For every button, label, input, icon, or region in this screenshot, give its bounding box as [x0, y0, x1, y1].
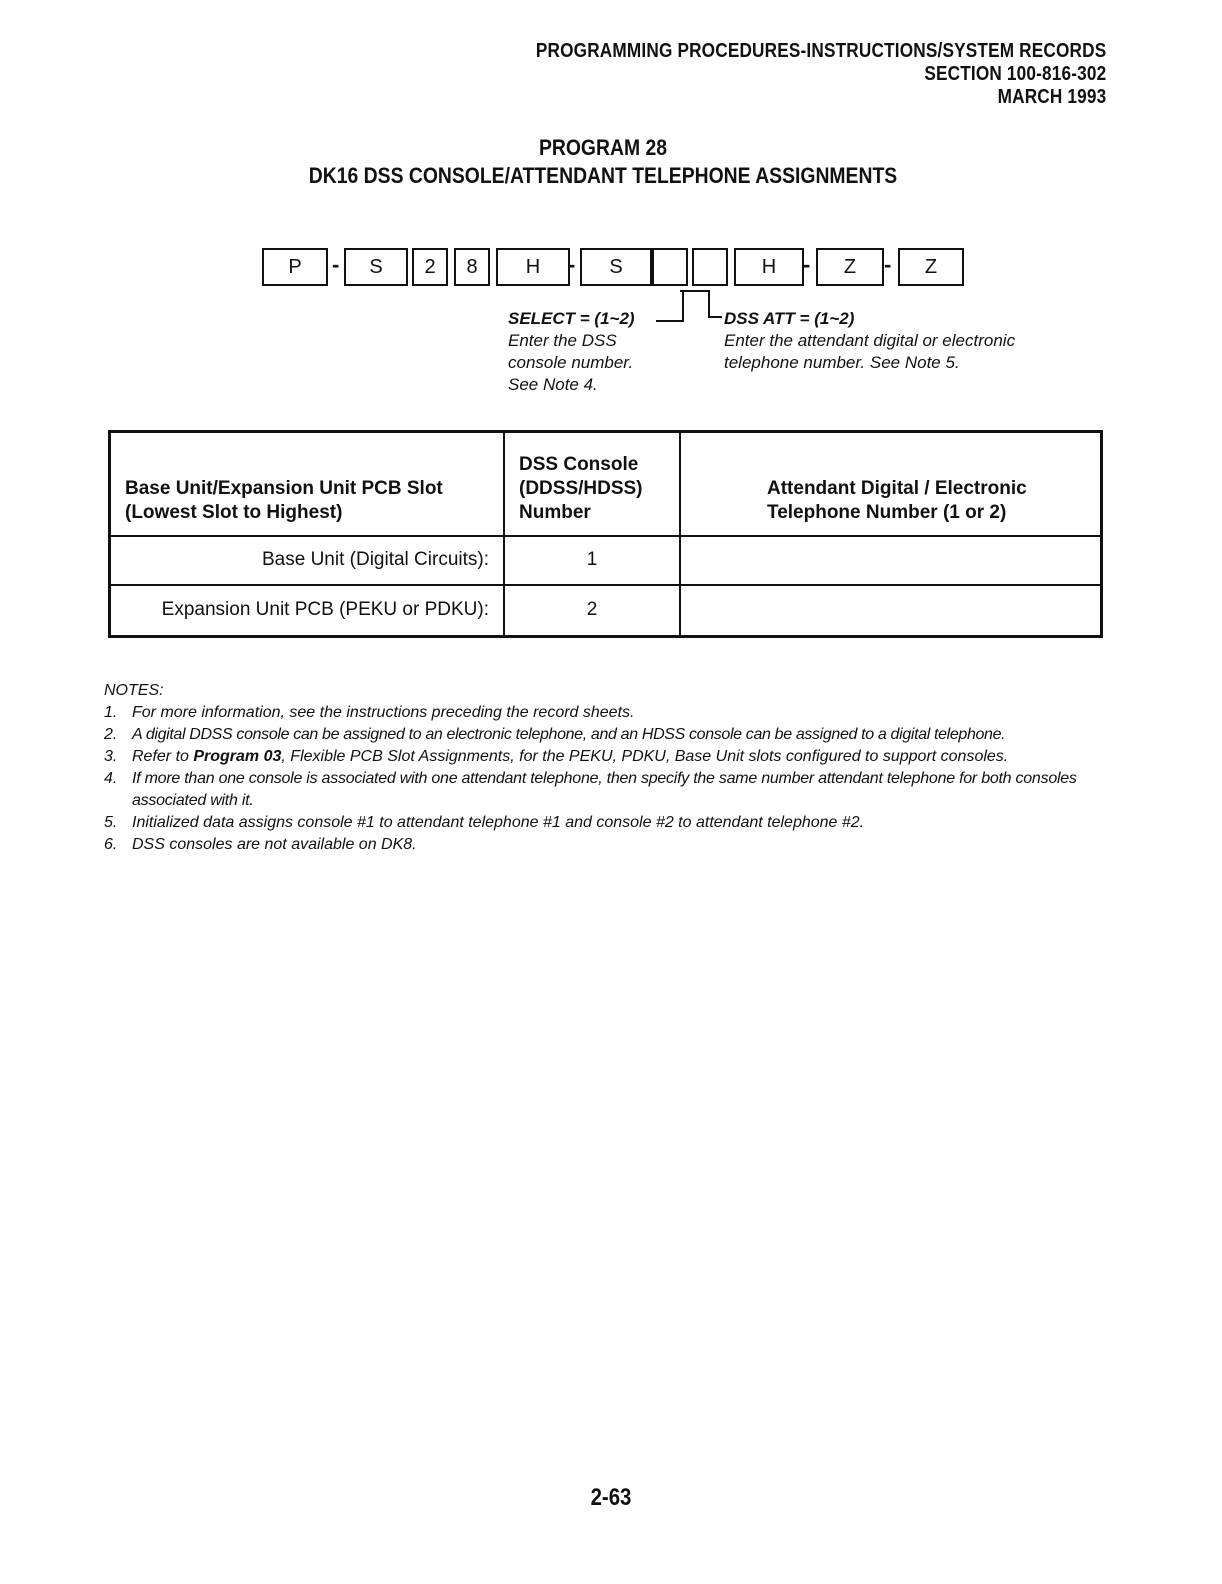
- table-row: [110, 585, 1102, 637]
- key-box-h: H: [496, 248, 570, 286]
- attendant-entry-cell[interactable]: [680, 585, 1102, 637]
- key-box-z: Z: [898, 248, 964, 286]
- slot-cell: Base Unit (Digital Circuits):: [110, 536, 505, 585]
- dash: -: [568, 252, 576, 277]
- header-attendant-line2: Telephone Number (1 or 2): [767, 501, 1007, 523]
- note-text: [132, 746, 1116, 768]
- console-cell: 1: [504, 536, 680, 585]
- note-item: [104, 834, 1116, 856]
- select-desc-2: console number.: [508, 353, 634, 372]
- slot-cell: Expansion Unit PCB (PEKU or PDKU):: [110, 585, 505, 637]
- header-section: SECTION 100-816-302: [923, 63, 1106, 85]
- select-bracket: [668, 290, 684, 322]
- header-pcb-slot: [110, 432, 505, 536]
- note-text: For more information, see the instructions preceding the record sheets.: [132, 704, 635, 721]
- dash: -: [332, 252, 340, 277]
- header-attendant-line1: Attendant Digital / Electronic: [767, 477, 1027, 499]
- key-box-h: H: [734, 248, 804, 286]
- note-text: If more than one console is associated with one attendant telephone, then specify the same number attendant telephone for both consoles associated with it.: [132, 770, 1077, 809]
- header-console-line2: (DDSS/HDSS): [519, 477, 643, 499]
- page-number: 2-63: [590, 1484, 632, 1511]
- header-console-line1: DSS Console: [519, 453, 639, 475]
- header-pcb-slot-line1: Base Unit/Expansion Unit PCB Slot: [125, 477, 443, 499]
- note-number: 6.: [104, 836, 118, 853]
- note-item: [104, 724, 1116, 746]
- header-line-1: PROGRAMMING PROCEDURES-INSTRUCTIONS/SYSTEM RECORDS: [535, 40, 1106, 62]
- select-entry-box: [652, 248, 688, 286]
- header-attendant-number: [680, 432, 1102, 536]
- dss-att-entry-box: [692, 248, 728, 286]
- select-bracket-tail: [656, 320, 670, 322]
- note-item: [104, 768, 1116, 812]
- dss-att-desc-2: telephone number. See Note 5.: [724, 353, 960, 372]
- note-text: Initialized data assigns console #1 to attendant telephone #1 and console #2 to attendant telephone #2.: [132, 814, 865, 831]
- note-number: 5.: [104, 814, 118, 831]
- note-3-prefix: Refer to: [132, 748, 194, 765]
- note-item: [104, 812, 1116, 834]
- console-cell: 2: [504, 585, 680, 637]
- header-console-number: [504, 432, 680, 536]
- select-title: SELECT = (1~2): [508, 309, 635, 328]
- note-item: [104, 702, 1116, 724]
- key-box-p: P: [262, 248, 328, 286]
- document-header: [535, 40, 1106, 109]
- note-number: 3.: [104, 748, 118, 765]
- table-header-row: [110, 432, 1102, 536]
- dss-att-bracket: [708, 290, 722, 318]
- note-text: DSS consoles are not available on DK8.: [132, 836, 417, 853]
- program-name: DK16 DSS CONSOLE/ATTENDANT TELEPHONE ASSIGNMENTS: [308, 163, 898, 188]
- note-number: 4.: [104, 770, 118, 787]
- attendant-entry-cell[interactable]: [680, 536, 1102, 585]
- key-box-s: S: [344, 248, 408, 286]
- header-date: MARCH 1993: [997, 86, 1106, 108]
- notes-section: [104, 680, 1116, 856]
- dash: -: [803, 252, 811, 277]
- dss-att-desc-1: Enter the attendant digital or electronic: [724, 331, 1016, 350]
- note-item: [104, 746, 1116, 768]
- assignment-table: [108, 430, 1103, 638]
- key-box-2: 2: [412, 248, 448, 286]
- header-console-line3: Number: [519, 501, 591, 523]
- dss-att-title: DSS ATT = (1~2): [724, 309, 855, 328]
- notes-heading: NOTES:: [104, 682, 164, 699]
- dss-att-label: [724, 308, 1015, 374]
- table-row: [110, 536, 1102, 585]
- header-pcb-slot-line2: (Lowest Slot to Highest): [125, 501, 343, 523]
- key-box-s: S: [580, 248, 652, 286]
- program-number: PROGRAM 28: [538, 135, 668, 160]
- select-label: [508, 308, 635, 396]
- note-3-suffix: , Flexible PCB Slot Assignments, for the PEKU, PDKU, Base Unit slots configured to support consoles.: [281, 748, 1009, 765]
- bracket-top: [680, 290, 708, 292]
- note-number: 1.: [104, 704, 118, 721]
- key-box-z: Z: [816, 248, 884, 286]
- note-text: A digital DDSS console can be assigned to an electronic telephone, and an HDSS console can be assigned to a digital telephone.: [132, 726, 1006, 743]
- key-box-8: 8: [454, 248, 490, 286]
- program-03-reference: Program 03: [193, 748, 282, 765]
- page-title: [72, 134, 1133, 190]
- dash: -: [884, 252, 892, 277]
- note-number: 2.: [104, 726, 118, 743]
- select-desc-3: See Note 4.: [508, 375, 598, 394]
- select-desc-1: Enter the DSS: [508, 331, 617, 350]
